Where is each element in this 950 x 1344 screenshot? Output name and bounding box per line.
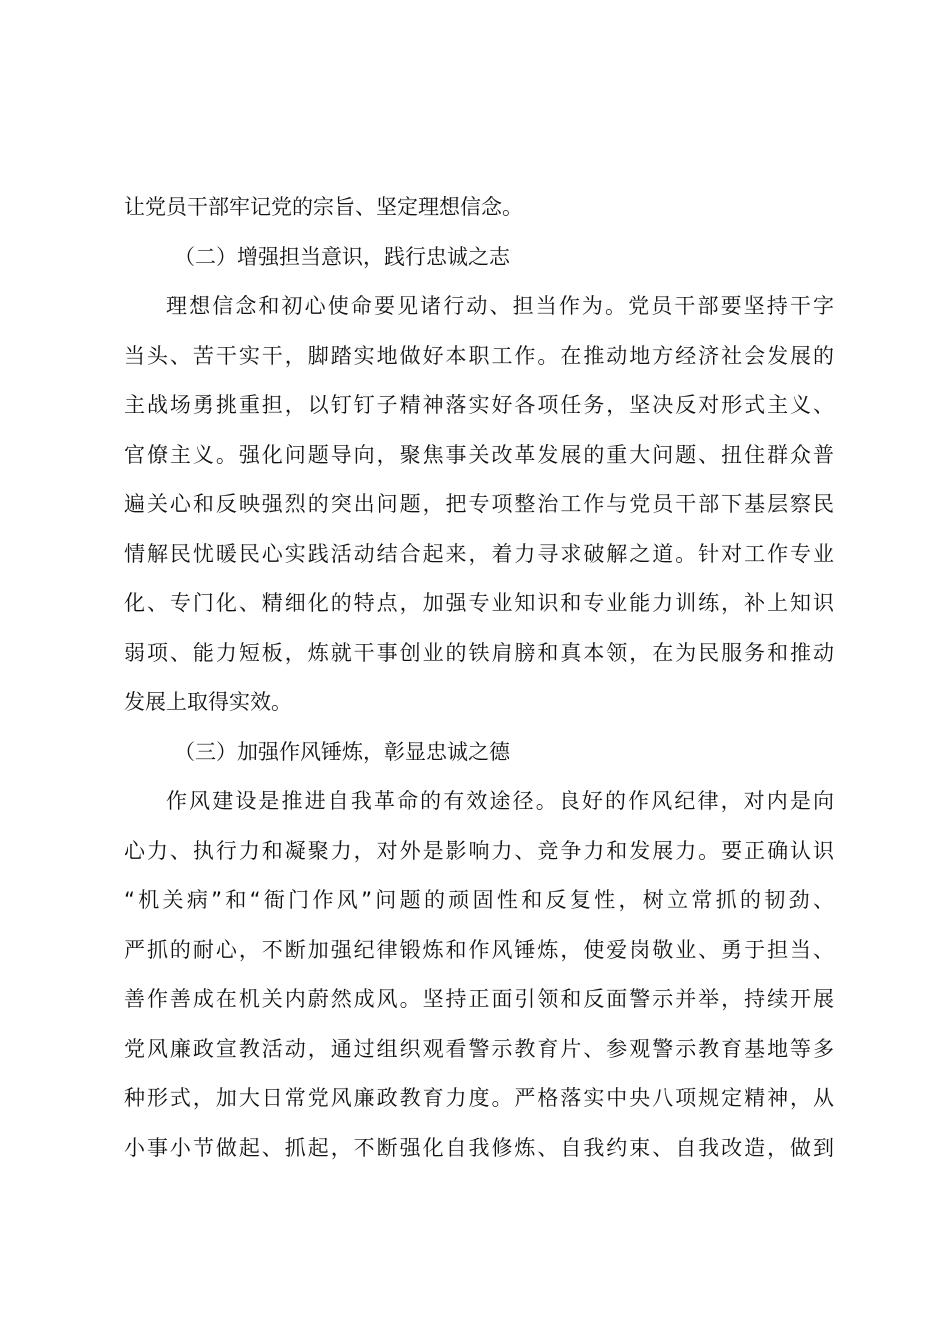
paragraph-line: 发展上取得实效。 — [124, 690, 292, 714]
paragraph-line: 当头、苦干实干，脚踏实地做好本职工作。在推动地方经济社会发展的 — [124, 343, 834, 368]
section-heading-3: （三）加强作风锤炼，彰显忠诚之德 — [174, 739, 510, 764]
paragraph-line: 心力、执行力和凝聚力，对外是影响力、竞争力和发展力。要正确认识 — [124, 838, 834, 863]
paragraph-line: 情解民忧暖民心实践活动结合起来，着力寻求破解之道。针对工作专业 — [124, 541, 834, 566]
document-body — [124, 183, 834, 1173]
paragraph-line: 主战场勇挑重担，以钉钉子精神落实好各项任务，坚决反对形式主义、 — [124, 393, 834, 417]
paragraph-line: 让党员干部牢记党的宗旨、坚定理想信念。 — [124, 195, 523, 219]
paragraph-line: 作风建设是推进自我革命的有效途径。良好的作风纪律，对内是向 — [166, 789, 834, 813]
paragraph-line: 严抓的耐心，不断加强纪律锻炼和作风锤炼，使爱岗敬业、勇于担当、 — [124, 937, 834, 962]
paragraph-line: “机关病”和“衙门作风”问题的顽固性和反复性，树立常抓的韧劲、 — [124, 888, 834, 912]
paragraph-line: 理想信念和初心使命要见诸行动、担当作为。党员干部要坚持干字 — [166, 294, 834, 318]
section-heading-2: （二）增强担当意识，践行忠诚之志 — [174, 244, 510, 269]
paragraph-line: 弱项、能力短板，炼就干事创业的铁肩膀和真本领，在为民服务和推动 — [124, 640, 834, 665]
paragraph-line: 小事小节做起、抓起，不断强化自我修炼、自我约束、自我改造，做到 — [124, 1135, 834, 1160]
paragraph-line: 遍关心和反映强烈的突出问题，把专项整治工作与党员干部下基层察民 — [124, 492, 834, 516]
paragraph-line: 化、专门化、精细化的特点，加强专业知识和专业能力训练，补上知识 — [124, 591, 834, 615]
paragraph-line: 官僚主义。强化问题导向，聚焦事关改革发展的重大问题、扭住群众普 — [124, 442, 834, 467]
paragraph-line: 种形式，加大日常党风廉政教育力度。严格落实中央八项规定精神，从 — [124, 1086, 834, 1110]
paragraph-line: 党风廉政宣教活动，通过组织观看警示教育片、参观警示教育基地等多 — [124, 1036, 834, 1061]
paragraph-line: 善作善成在机关内蔚然成风。坚持正面引领和反面警示并举，持续开展 — [124, 987, 834, 1011]
